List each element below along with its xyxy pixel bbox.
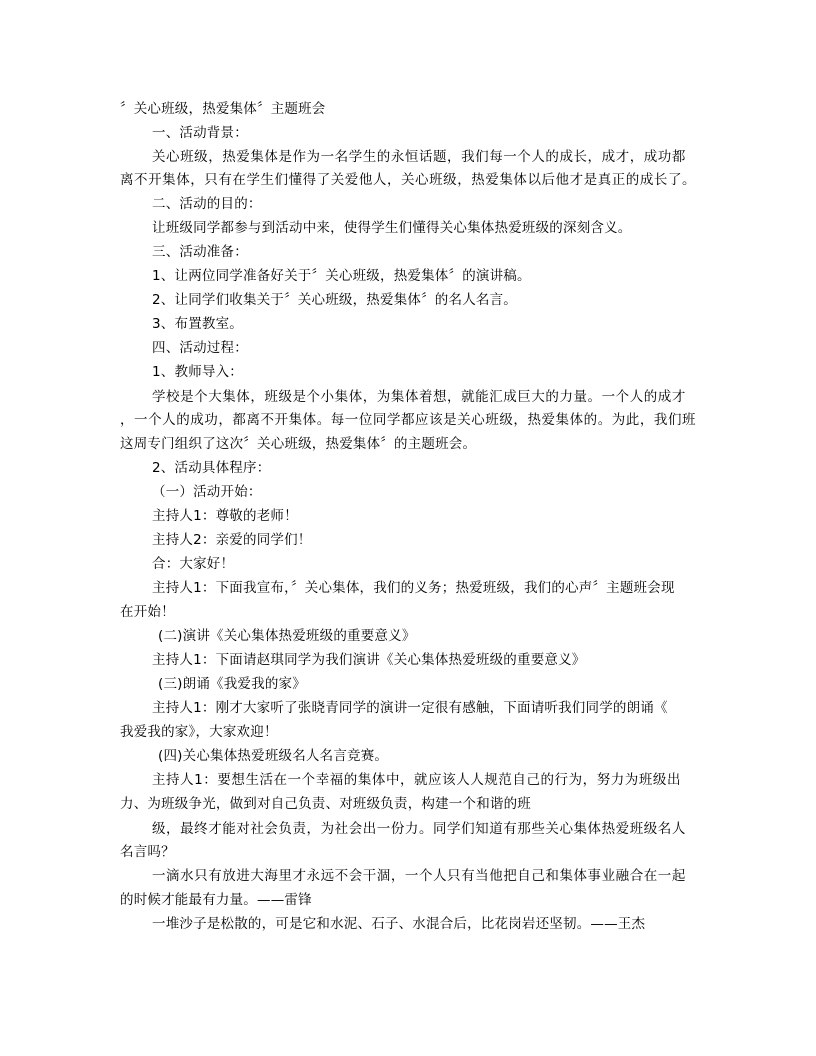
paragraph-line: 让班级同学都参与到活动中来，使得学生们懂得关心集体热爱班级的深刻含义。 [152, 220, 632, 236]
subsection-heading: 1、教师导入： [152, 364, 243, 380]
dialogue-line: 我爱我的家》，大家欢迎！ [120, 724, 278, 740]
dialogue-line: 级，最终才能对社会负责，为社会出一份力。同学们知道有那些关心集体热爱班级名人 [152, 821, 686, 837]
section-heading: 三、活动准备： [152, 244, 248, 260]
subsection-heading: 2、活动具体程序： [152, 460, 271, 476]
paragraph-line: ，一个人的成功，都离不开集体。每一位同学都应该是关心班级，热爱集体的。为此，我们班 [120, 412, 697, 428]
paragraph-line: 这周专门组织了这次〞关心班级，热爱集体〞的主题班会。 [120, 436, 477, 452]
dialogue-line: 在开始！ [120, 604, 175, 620]
paragraph-line: 学校是个大集体，班级是个小集体，为集体着想，就能汇成巨大的力量。一个人的成才 [152, 389, 686, 405]
dialogue-line: 主持人2：亲爱的同学们！ [152, 532, 312, 548]
section-heading: 四、活动过程： [152, 340, 248, 356]
paragraph-line: 关心班级，热爱集体是作为一名学生的永恒话题，我们每一个人的成长，成才，成功都 [152, 149, 686, 165]
program-step: (三)朗诵《我爱我的家》 [158, 676, 306, 692]
dialogue-line: 主持人1：刚才大家听了张晓青同学的演讲一定很有感触，下面请听我们同学的朗诵《 [152, 700, 668, 716]
dialogue-line: 力、为班级争光，做到对自己负责、对班级负责，构建一个和谐的班 [120, 796, 531, 812]
list-item: 3、布置教室。 [152, 316, 243, 332]
quote-line: 一滴水只有放进大海里才永远不会干涸，一个人只有当他把自己和集体事业融合在一起 [152, 868, 686, 884]
dialogue-line: 主持人1：要想生活在一个幸福的集体中，就应该人人规范自己的行为，努力为班级出 [152, 772, 681, 788]
section-heading: 二、活动的目的： [152, 196, 262, 212]
quote-line: 一堆沙子是松散的，可是它和水泥、石子、水混合后，比花岗岩还坚韧。——王杰 [152, 916, 646, 932]
list-item: 2、让同学们收集关于〞关心班级，热爱集体〞的名人名言。 [152, 292, 517, 308]
dialogue-line: 主持人1：尊敬的老师！ [152, 508, 298, 524]
list-item: 1、让两位同学准备好关于〞关心班级，热爱集体〞的演讲稿。 [152, 268, 531, 284]
paragraph-line: 离不开集体，只有在学生们懂得了关爱他人，关心班级，热爱集体以后他才是真正的成长了。 [120, 172, 697, 188]
dialogue-line: 名言吗？ [120, 844, 175, 860]
program-step: （一）活动开始： [152, 484, 262, 500]
program-step: (二)演讲《关心集体热爱班级的重要意义》 [158, 628, 416, 644]
document-title: 〞关心班级，热爱集体〞主题班会 [120, 101, 326, 117]
dialogue-line: 主持人1：下面我宣布，〞关心集体，我们的义务；热爱班级，我们的心声〞主题班会现 [152, 580, 675, 596]
section-heading: 一、活动背景： [152, 125, 248, 141]
program-step: (四)关心集体热爱班级名人名言竞赛。 [158, 748, 389, 764]
dialogue-line: 合：大家好！ [152, 556, 235, 572]
quote-line: 的时候才能最有力量。——雷锋 [120, 892, 312, 908]
dialogue-line: 主持人1：下面请赵琪同学为我们演讲《关心集体热爱班级的重要意义》 [152, 652, 586, 668]
